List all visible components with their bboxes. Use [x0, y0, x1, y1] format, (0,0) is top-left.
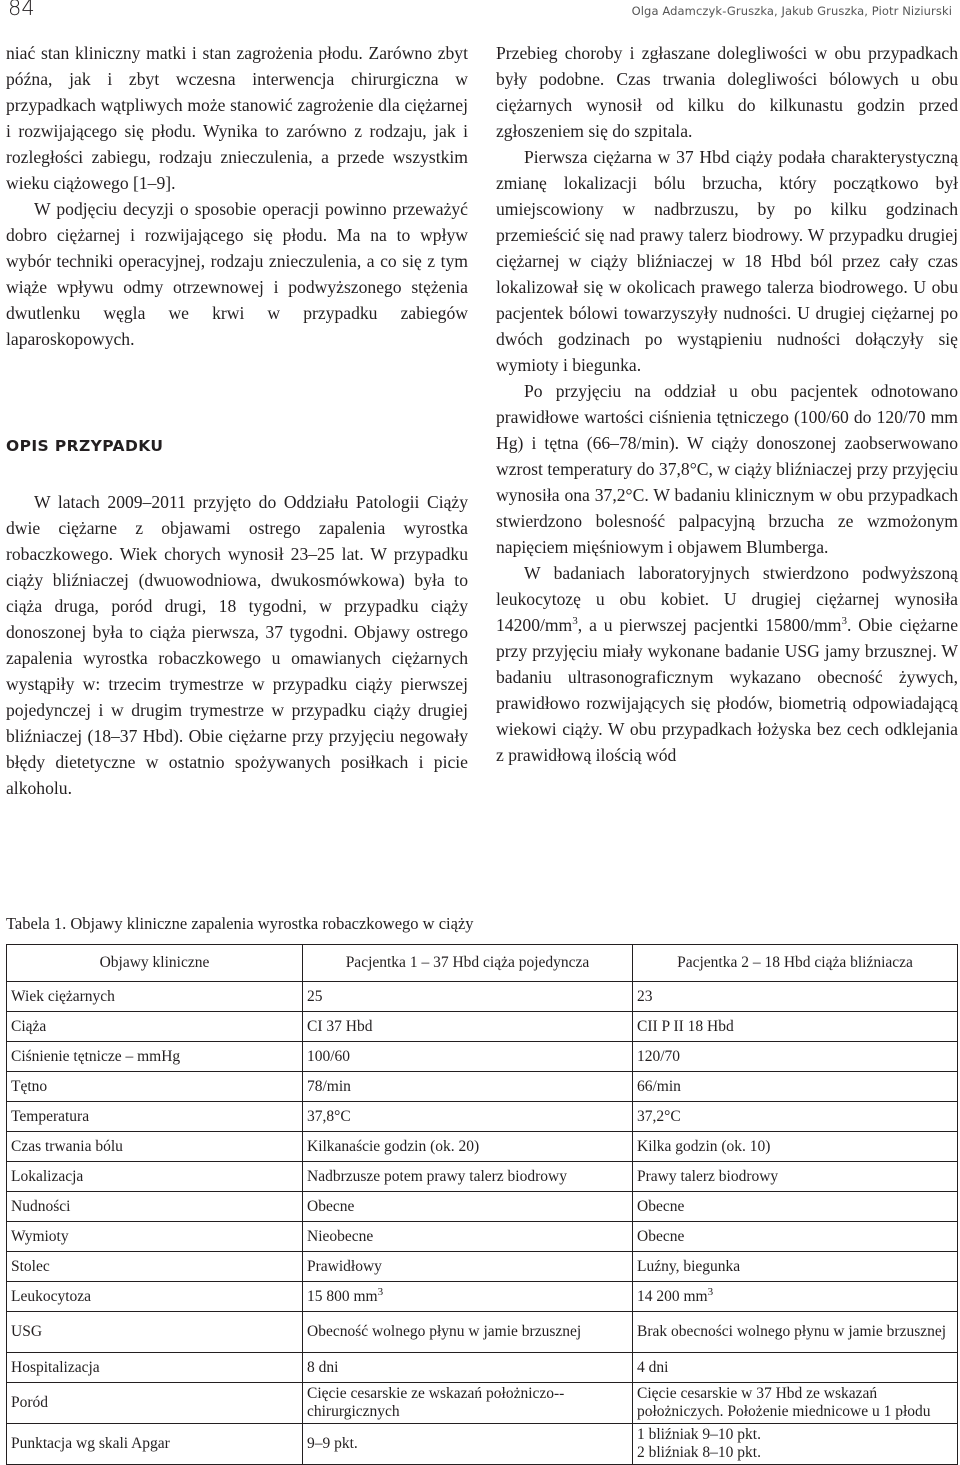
superscript: 3 [572, 615, 578, 628]
right-column [496, 40, 958, 768]
table-cell: Ciśnienie tętnicze – mmHg [7, 1042, 303, 1072]
table-cell: Obecność wolnego płynu w jamie brzusznej [303, 1312, 633, 1353]
table-cell: Stolec [7, 1252, 303, 1282]
cell-text: 15 800 mm [307, 1287, 378, 1305]
superscript: 3 [841, 615, 847, 628]
table-cell: 25 [303, 982, 633, 1012]
left-column [6, 40, 468, 801]
table-row [7, 1012, 958, 1042]
table-cell: Hospitalizacja [7, 1353, 303, 1383]
table-cell: 23 [633, 982, 958, 1012]
table-cell: 66/min [633, 1072, 958, 1102]
table-header-cell: Pacjentka 1 – 37 Hbd ciąża pojedyncza [303, 945, 633, 982]
table-cell: Kilkanaście godzin (ok. 20) [303, 1132, 633, 1162]
table-cell [633, 1424, 958, 1465]
cell-line: 1 bliźniak 9–10 pkt. [637, 1426, 761, 1443]
superscript: 3 [377, 1285, 384, 1298]
table-cell [303, 1282, 633, 1312]
table-cell: Lokalizacja [7, 1162, 303, 1192]
table-caption: Tabela 1. Objawy kliniczne zapalenia wyrostka robaczkowego w ciąży [6, 914, 474, 933]
table-cell: CI 37 Hbd [303, 1012, 633, 1042]
table-row [7, 1102, 958, 1132]
table-cell: Czas trwania bólu [7, 1132, 303, 1162]
paragraph [496, 560, 958, 768]
table-row [7, 1282, 958, 1312]
text-run: , a u pierwszej pacjentki 15800/mm [577, 615, 842, 635]
table-cell: 4 dni [633, 1353, 958, 1383]
running-header-authors: Olga Adamczyk-Gruszka, Jakub Gruszka, Piotr Niziurski [631, 4, 952, 18]
table-row [7, 1042, 958, 1072]
superscript: 3 [707, 1285, 714, 1298]
table-row [7, 1162, 958, 1192]
table-cell: 120/70 [633, 1042, 958, 1072]
table-cell: Cięcie cesarskie ze wskazań położniczo--chirurgicznych [303, 1383, 633, 1424]
table-header-cell: Pacjentka 2 – 18 Hbd ciąża bliźniacza [633, 945, 958, 982]
table-cell: Luźny, biegunka [633, 1252, 958, 1282]
table-row [7, 1222, 958, 1252]
table-cell: Cięcie cesarskie w 37 Hbd ze wskazań położniczych. Położenie miednicowe u 1 płodu [633, 1383, 958, 1424]
table-cell: Obecne [633, 1222, 958, 1252]
table-cell: USG [7, 1312, 303, 1353]
clinical-table [6, 944, 958, 1465]
table-cell: Kilka godzin (ok. 10) [633, 1132, 958, 1162]
table-cell: Temperatura [7, 1102, 303, 1132]
table-cell: Prawidłowy [303, 1252, 633, 1282]
paragraph: Pierwsza ciężarna w 37 Hbd ciąży podała charakterystyczną zmianę lokalizacji bólu brzucha, który początkowo był umiejscowiony w nadbrzuszu, by po kilku godzinach przemieścić się nad prawy talerz biodrowy. W przypadku drugiej ciężarnej w ciąży bliźniaczej w 18 Hbd ból przez cały czas lokalizował się w okolicach prawego talerza biodrowego. U obu pacjentek bólowi towarzyszyły nudności. U drugiej ciężarnej po dwóch godzinach po wystąpieniu nudności dołączyły się wymioty i biegunka. [496, 147, 958, 375]
table-cell: Nieobecne [303, 1222, 633, 1252]
table-cell: 78/min [303, 1072, 633, 1102]
table-cell: Ciąża [7, 1012, 303, 1042]
table-cell [633, 1282, 958, 1312]
table-cell: CII P II 18 Hbd [633, 1012, 958, 1042]
table-row [7, 1072, 958, 1102]
table-cell: Nadbrzusze potem prawy talerz biodrowy [303, 1162, 633, 1192]
table-cell: Wiek ciężarnych [7, 982, 303, 1012]
section-heading: OPIS PRZYPADKU [6, 437, 164, 455]
table-cell: Tętno [7, 1072, 303, 1102]
table-header-cell: Objawy kliniczne [7, 945, 303, 982]
table-cell: Prawy talerz biodrowy [633, 1162, 958, 1192]
paragraph: niać stan kliniczny matki i stan zagrożenia płodu. Zarówno zbyt późna, jak i zbyt wczesna interwencja chirurgiczna w przypadkach wątpliwych może stanowić zagrożenie dla ciężarnej i rozwijającego się płodu. Wynika to zarówno z rodzaju, jak i rozległości zabiegu, rodzaju znieczulenia, a przede wszystkim wieku ciążowego [1–9]. [6, 43, 468, 193]
paragraph: Po przyjęciu na oddział u obu pacjentek odnotowano prawidłowe wartości ciśnienia tętniczego (100/60 do 120/70 mm Hg) i tętna (66–78/min). W ciąży donoszonej zaobserwowano wzrost temperatury do 37,8°C, w ciąży bliźniaczej przy przyjęciu wynosiła ona 37,2°C. W badaniu klinicznym w obu przypadkach stwierdzono bolesność palpacyjną brzucha ze wzmożonym napięciem mięśniowym i objawem Blumberga. [496, 381, 958, 557]
page-number: 84 [8, 0, 35, 20]
table-cell: 100/60 [303, 1042, 633, 1072]
text-run: . Obie ciężarne przy przyjęciu miały wykonane badanie USG jamy brzusznej. W badaniu ultrasonograficznym wykazano obecność żywych, prawidłowo rozwijających się płodów, biometrią odpowiadającą wiekowi ciąży. W obu przypadkach łożyska bez cech odklejania z prawidłową ilością wód [496, 615, 959, 765]
paragraph: W latach 2009–2011 przyjęto do Oddziału Patologii Ciąży dwie ciężarne z objawami ostrego zapalenia wyrostka robaczkowego. Wiek chorych wynosił 23–25 lat. W przypadku ciąży bliźniaczej (dwuowodniowa, dwukosmówkowa) była to ciąża druga, poród drugi, 18 tygodni, w przypadku ciąży donoszonej była to ciąża pierwsza, 37 tygodni. Objawy ostrego zapalenia wyrostka robaczkowego u omawianych ciężarnych wystąpiły w: trzecim trymestrze w przypadku ciąży pierwszej pojedynczej i w drugim trymestrze w przypadku ciąży drugiej bliźniaczej (18–37 Hbd). Obie ciężarne przy przyjęciu negowały błędy dietetyczne w ostatnio spożywanych posiłkach i picie alkoholu. [6, 492, 468, 798]
table-cell: Obecne [633, 1192, 958, 1222]
table-row [7, 982, 958, 1012]
table-cell: 9–9 pkt. [303, 1424, 633, 1465]
table-header-row [7, 945, 958, 982]
table-cell: Leukocytoza [7, 1282, 303, 1312]
table-cell: Wymioty [7, 1222, 303, 1252]
cell-text: 14 200 mm [637, 1287, 708, 1305]
table-row [7, 1353, 958, 1383]
table-row [7, 1252, 958, 1282]
table-row [7, 1132, 958, 1162]
table-cell: Punktacja wg skali Apgar [7, 1424, 303, 1465]
table-row [7, 1312, 958, 1353]
table-cell: 37,2°C [633, 1102, 958, 1132]
text-run: W badaniach laboratoryjnych stwierdzono podwyższoną leukocytozę u obu kobiet. U drugiej ciężarnej wynosiła 14200/mm [496, 563, 958, 635]
table-cell: Poród [7, 1383, 303, 1424]
table-row [7, 1424, 958, 1465]
table-cell: 8 dni [303, 1353, 633, 1383]
paragraph: Przebieg choroby i zgłaszane dolegliwości w obu przypadkach były podobne. Czas trwania dolegliwości bólowych u obu ciężarnych wynosił od kilku do kilkunastu godzin przed zgłoszeniem się do szpitala. [496, 43, 958, 141]
table-cell: Obecne [303, 1192, 633, 1222]
table-row [7, 1383, 958, 1424]
table-cell: Brak obecności wolnego płynu w jamie brzusznej [633, 1312, 958, 1353]
table-cell: 37,8°C [303, 1102, 633, 1132]
table-cell: Nudności [7, 1192, 303, 1222]
paragraph: W podjęciu decyzji o sposobie operacji powinno przeważyć dobro ciężarnej i rozwijającego się płodu. Ma na to wpływ wybór techniki operacyjnej, rodzaju znieczulenia, a co się z tym wiąże wpływu odmy otrzewnowej i podwyższonego stężenia dwutlenku węgla we krwi w przypadku zabiegów laparoskopowych. [6, 199, 468, 349]
table-row [7, 1192, 958, 1222]
cell-line: 2 bliźniak 8–10 pkt. [637, 1444, 761, 1461]
